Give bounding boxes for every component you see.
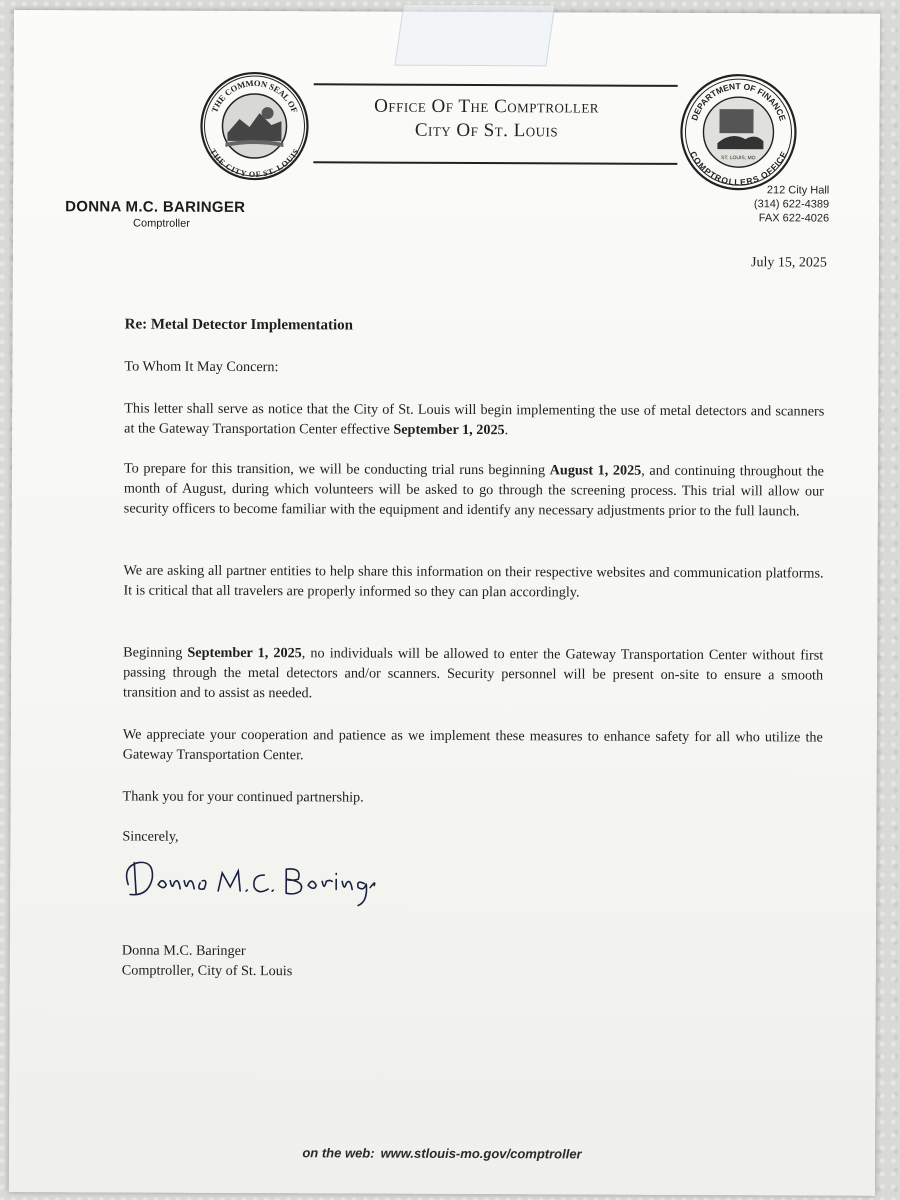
salutation: To Whom It May Concern: [124, 358, 279, 376]
letterhead-masthead [295, 75, 677, 161]
thanks-line: Thank you for your continued partnership. [122, 788, 364, 806]
paragraph-3: We are asking all partner entities to help share this information on their respective websites and communication platforms. It is critical that all travelers are properly informed so they can plan accordingly. [123, 562, 824, 601]
handwritten-signature [118, 848, 378, 909]
subject-line: Re: Metal Detector Implementation [124, 316, 354, 334]
department-seal-icon [679, 73, 798, 192]
contact-room: 212 City Hall [766, 184, 830, 197]
footer-url[interactable]: www.stlouis-mo.gov/comptroller [380, 1145, 582, 1162]
masthead-top-rule [314, 83, 678, 87]
paragraph-1: This letter shall serve as notice that the City of St. Louis will begin implementing the use of metal detectors and scanners at the Gateway Transportation Center effective September 1, 2025. [124, 400, 825, 439]
seal-right-top-text: DEPARTMENT OF FINANCE [689, 81, 788, 123]
city-seal-icon [199, 71, 309, 181]
paragraph-2: To prepare for this transition, we will be conducting trial runs beginning August 1, 2025, and continuing throughout the month of August, during which volunteers will be asked to go through the screening process. This trial will allow our security officers to become familiar with the equipment and identify any necessary adjustments prior to the full launch. [123, 460, 825, 520]
contact-phone: (314) 622-4389 [753, 198, 830, 211]
letter-date: July 15, 2025 [751, 255, 827, 271]
sender-name: DONNA M.C. BARINGER [65, 198, 246, 217]
paragraph-4: Beginning September 1, 2025, no individuals will be allowed to enter the Gateway Transportation Center without first passing through the metal detectors and/or scanners. Security personnel will be present on-site to ensure a smooth transition and to assist as needed. [122, 644, 824, 702]
seal-left-top-text: THE COMMON SEAL OF [209, 77, 300, 115]
signoff-name: Donna M.C. Baringer [121, 942, 246, 960]
tape-strip [394, 4, 555, 67]
footer-label: on the web: [302, 1145, 375, 1161]
seal-left-bottom-text: THE CITY OF ST. LOUIS [208, 147, 301, 180]
masthead-bottom-rule [313, 161, 677, 165]
contact-fax: FAX 622-4026 [758, 212, 830, 225]
contact-block [754, 183, 829, 225]
sender-title: Comptroller [133, 217, 190, 230]
letter-page [9, 10, 880, 1196]
footer [9, 1144, 875, 1163]
sender-block [65, 198, 245, 230]
closing-line: Sincerely, [122, 828, 179, 845]
seal-right-inner-text: ST. LOUIS, MO [721, 155, 756, 162]
office-title: Office Of The Comptroller [374, 95, 600, 118]
signoff-title: Comptroller, City of St. Louis [121, 962, 293, 980]
seal-right-bottom-text: COMPTROLLERS OFFICE [687, 149, 789, 188]
paragraph-5: We appreciate your cooperation and patience as we implement these measures to enhance safety for all who utilize the Gateway Transportation Center. [122, 726, 823, 764]
city-title: City Of St. Louis [414, 119, 559, 142]
